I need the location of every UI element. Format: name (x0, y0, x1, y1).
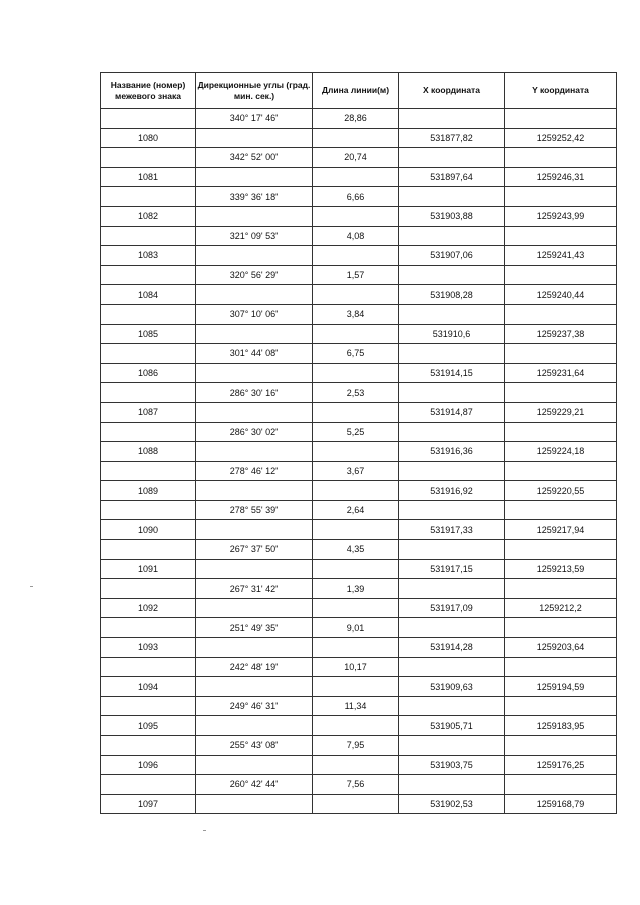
table-row (101, 559, 617, 579)
cell-x-coordinate (399, 148, 505, 168)
cell-line-length (313, 206, 399, 226)
cell-mark-name: 1095 (101, 716, 196, 736)
cell-direction-angle (196, 206, 313, 226)
cell-line-length: 9,01 (313, 618, 399, 638)
table-row (101, 794, 617, 814)
table-row (101, 148, 617, 168)
cell-x-coordinate (399, 187, 505, 207)
cell-direction-angle: 278° 46' 12" (196, 461, 313, 481)
cell-direction-angle (196, 402, 313, 422)
header-mark-name: Название (номер) межевого знака (101, 73, 196, 109)
cell-line-length (313, 559, 399, 579)
cell-mark-name: 1096 (101, 755, 196, 775)
table-row (101, 422, 617, 442)
cell-mark-name (101, 461, 196, 481)
cell-mark-name: 1086 (101, 363, 196, 383)
cell-line-length (313, 246, 399, 266)
table-row (101, 598, 617, 618)
cell-x-coordinate: 531914,28 (399, 638, 505, 658)
cell-line-length (313, 128, 399, 148)
cell-direction-angle (196, 755, 313, 775)
cell-mark-name: 1087 (101, 402, 196, 422)
cell-y-coordinate: 1259237,38 (505, 324, 617, 344)
table-row (101, 775, 617, 795)
cell-line-length: 7,56 (313, 775, 399, 795)
cell-line-length (313, 481, 399, 501)
table-row (101, 696, 617, 716)
cell-mark-name (101, 775, 196, 795)
cell-y-coordinate (505, 304, 617, 324)
cell-y-coordinate (505, 579, 617, 599)
table-row (101, 265, 617, 285)
table-row (101, 461, 617, 481)
cell-x-coordinate: 531916,36 (399, 442, 505, 462)
cell-mark-name: 1092 (101, 598, 196, 618)
cell-direction-angle: 286° 30' 16" (196, 383, 313, 403)
cell-direction-angle (196, 677, 313, 697)
cell-line-length: 7,95 (313, 736, 399, 756)
table-row (101, 304, 617, 324)
table-row (101, 363, 617, 383)
cell-x-coordinate (399, 383, 505, 403)
scan-speck (30, 586, 33, 587)
cell-line-length (313, 167, 399, 187)
cell-y-coordinate: 1259220,55 (505, 481, 617, 501)
cell-x-coordinate: 531902,53 (399, 794, 505, 814)
cell-line-length: 2,53 (313, 383, 399, 403)
cell-direction-angle (196, 559, 313, 579)
table-row (101, 383, 617, 403)
table-row (101, 481, 617, 501)
cell-direction-angle (196, 520, 313, 540)
cell-mark-name: 1083 (101, 246, 196, 266)
cell-y-coordinate (505, 696, 617, 716)
cell-line-length (313, 794, 399, 814)
cell-line-length: 5,25 (313, 422, 399, 442)
header-x-coordinate: X координата (399, 73, 505, 109)
cell-direction-angle (196, 167, 313, 187)
cell-x-coordinate (399, 461, 505, 481)
cell-y-coordinate (505, 540, 617, 560)
cell-line-length: 2,64 (313, 500, 399, 520)
cell-y-coordinate: 1259217,94 (505, 520, 617, 540)
cell-x-coordinate (399, 304, 505, 324)
cell-x-coordinate: 531908,28 (399, 285, 505, 305)
table-row (101, 716, 617, 736)
cell-direction-angle: 286° 30' 02" (196, 422, 313, 442)
cell-mark-name: 1088 (101, 442, 196, 462)
cell-mark-name (101, 265, 196, 285)
cell-direction-angle: 307° 10' 06" (196, 304, 313, 324)
table-row (101, 442, 617, 462)
cell-direction-angle (196, 481, 313, 501)
cell-y-coordinate: 1259231,64 (505, 363, 617, 383)
cell-mark-name (101, 540, 196, 560)
cell-mark-name: 1091 (101, 559, 196, 579)
cell-mark-name (101, 187, 196, 207)
cell-line-length (313, 442, 399, 462)
cell-x-coordinate (399, 657, 505, 677)
cell-y-coordinate (505, 775, 617, 795)
table-row (101, 677, 617, 697)
cell-x-coordinate: 531914,15 (399, 363, 505, 383)
table-row (101, 500, 617, 520)
cell-direction-angle (196, 246, 313, 266)
cell-direction-angle (196, 638, 313, 658)
cell-mark-name (101, 148, 196, 168)
table-body (101, 109, 617, 814)
cell-line-length: 1,57 (313, 265, 399, 285)
header-direction-angle: Дирекционные углы (град. мин. сек.) (196, 73, 313, 109)
cell-y-coordinate (505, 265, 617, 285)
cell-direction-angle: 251° 49' 35" (196, 618, 313, 638)
cell-x-coordinate (399, 618, 505, 638)
table-row (101, 226, 617, 246)
cell-y-coordinate (505, 383, 617, 403)
cell-direction-angle (196, 324, 313, 344)
table-row (101, 128, 617, 148)
cell-y-coordinate: 1259241,43 (505, 246, 617, 266)
cell-direction-angle: 255° 43' 08" (196, 736, 313, 756)
cell-mark-name (101, 344, 196, 364)
cell-direction-angle: 249° 46' 31" (196, 696, 313, 716)
cell-x-coordinate: 531914,87 (399, 402, 505, 422)
cell-x-coordinate (399, 736, 505, 756)
cell-x-coordinate: 531910,6 (399, 324, 505, 344)
cell-y-coordinate (505, 618, 617, 638)
table-row (101, 187, 617, 207)
cell-y-coordinate (505, 461, 617, 481)
cell-x-coordinate: 531877,82 (399, 128, 505, 148)
cell-mark-name (101, 736, 196, 756)
cell-x-coordinate: 531909,63 (399, 677, 505, 697)
cell-x-coordinate: 531917,15 (399, 559, 505, 579)
cell-mark-name: 1093 (101, 638, 196, 658)
cell-mark-name: 1081 (101, 167, 196, 187)
table-row (101, 167, 617, 187)
cell-x-coordinate: 531897,64 (399, 167, 505, 187)
header-y-coordinate: Y координата (505, 73, 617, 109)
cell-y-coordinate: 1259246,31 (505, 167, 617, 187)
cell-direction-angle: 320° 56' 29" (196, 265, 313, 285)
cell-direction-angle (196, 598, 313, 618)
cell-y-coordinate: 1259224,18 (505, 442, 617, 462)
cell-mark-name: 1082 (101, 206, 196, 226)
cell-x-coordinate (399, 265, 505, 285)
table-row (101, 285, 617, 305)
cell-line-length: 11,34 (313, 696, 399, 716)
cell-mark-name (101, 500, 196, 520)
cell-mark-name (101, 422, 196, 442)
table-row (101, 206, 617, 226)
table-row (101, 246, 617, 266)
cell-x-coordinate (399, 109, 505, 129)
cell-mark-name: 1094 (101, 677, 196, 697)
cell-x-coordinate (399, 422, 505, 442)
table-header-row (101, 73, 617, 109)
cell-x-coordinate (399, 775, 505, 795)
cell-mark-name (101, 696, 196, 716)
cell-y-coordinate: 1259203,64 (505, 638, 617, 658)
cell-y-coordinate: 1259212,2 (505, 598, 617, 618)
cell-x-coordinate: 531917,33 (399, 520, 505, 540)
cell-mark-name: 1097 (101, 794, 196, 814)
cell-y-coordinate (505, 109, 617, 129)
cell-x-coordinate: 531905,71 (399, 716, 505, 736)
cell-direction-angle: 321° 09' 53" (196, 226, 313, 246)
cell-y-coordinate (505, 226, 617, 246)
table-row (101, 344, 617, 364)
cell-direction-angle: 342° 52' 00" (196, 148, 313, 168)
cell-y-coordinate (505, 736, 617, 756)
table-row (101, 657, 617, 677)
cell-line-length (313, 638, 399, 658)
cell-y-coordinate: 1259240,44 (505, 285, 617, 305)
cell-y-coordinate (505, 187, 617, 207)
cell-line-length: 10,17 (313, 657, 399, 677)
table-row (101, 402, 617, 422)
cell-y-coordinate (505, 344, 617, 364)
cell-y-coordinate: 1259168,79 (505, 794, 617, 814)
cell-line-length: 4,08 (313, 226, 399, 246)
cell-x-coordinate (399, 579, 505, 599)
cell-line-length (313, 598, 399, 618)
scan-speck (203, 830, 206, 831)
cell-mark-name: 1090 (101, 520, 196, 540)
cell-line-length (313, 677, 399, 697)
cell-direction-angle (196, 363, 313, 383)
cell-direction-angle: 301° 44' 08" (196, 344, 313, 364)
table-row (101, 638, 617, 658)
cell-mark-name (101, 109, 196, 129)
cell-line-length: 6,66 (313, 187, 399, 207)
cell-mark-name: 1089 (101, 481, 196, 501)
cell-direction-angle (196, 794, 313, 814)
cell-line-length (313, 363, 399, 383)
cell-x-coordinate: 531916,92 (399, 481, 505, 501)
table-row (101, 540, 617, 560)
cell-x-coordinate (399, 344, 505, 364)
cell-line-length: 6,75 (313, 344, 399, 364)
table-row (101, 618, 617, 638)
cell-mark-name: 1085 (101, 324, 196, 344)
cell-line-length (313, 324, 399, 344)
cell-mark-name (101, 579, 196, 599)
cell-line-length (313, 716, 399, 736)
cell-x-coordinate: 531917,09 (399, 598, 505, 618)
cell-mark-name (101, 304, 196, 324)
table-row (101, 579, 617, 599)
cell-direction-angle: 340° 17' 46" (196, 109, 313, 129)
cell-direction-angle (196, 285, 313, 305)
cell-direction-angle: 339° 36' 18" (196, 187, 313, 207)
cell-mark-name (101, 657, 196, 677)
cell-direction-angle: 278° 55' 39" (196, 500, 313, 520)
cell-y-coordinate: 1259252,42 (505, 128, 617, 148)
table-row (101, 324, 617, 344)
cell-y-coordinate (505, 422, 617, 442)
cell-y-coordinate: 1259176,25 (505, 755, 617, 775)
cell-mark-name (101, 226, 196, 246)
cell-direction-angle: 242° 48' 19" (196, 657, 313, 677)
cell-y-coordinate: 1259194,59 (505, 677, 617, 697)
cell-x-coordinate (399, 540, 505, 560)
cell-y-coordinate (505, 500, 617, 520)
cell-y-coordinate (505, 148, 617, 168)
table-row (101, 109, 617, 129)
cell-mark-name: 1084 (101, 285, 196, 305)
cell-direction-angle (196, 128, 313, 148)
cell-mark-name (101, 618, 196, 638)
cell-x-coordinate: 531903,75 (399, 755, 505, 775)
cell-line-length (313, 402, 399, 422)
cell-y-coordinate: 1259229,21 (505, 402, 617, 422)
cell-direction-angle: 267° 37' 50" (196, 540, 313, 560)
cell-direction-angle: 260° 42' 44" (196, 775, 313, 795)
cell-direction-angle: 267° 31' 42" (196, 579, 313, 599)
cell-x-coordinate (399, 696, 505, 716)
cell-x-coordinate: 531907,06 (399, 246, 505, 266)
cell-line-length (313, 285, 399, 305)
cell-line-length: 4,35 (313, 540, 399, 560)
cell-mark-name: 1080 (101, 128, 196, 148)
cell-x-coordinate: 531903,88 (399, 206, 505, 226)
cell-y-coordinate: 1259213,59 (505, 559, 617, 579)
cell-line-length: 20,74 (313, 148, 399, 168)
cell-line-length: 28,86 (313, 109, 399, 129)
cell-direction-angle (196, 716, 313, 736)
cell-mark-name (101, 383, 196, 403)
cell-direction-angle (196, 442, 313, 462)
boundary-marks-table (100, 72, 617, 814)
table-row (101, 755, 617, 775)
cell-y-coordinate: 1259183,95 (505, 716, 617, 736)
table-row (101, 520, 617, 540)
cell-line-length: 1,39 (313, 579, 399, 599)
cell-line-length (313, 755, 399, 775)
table-row (101, 736, 617, 756)
header-line-length: Длина линии(м) (313, 73, 399, 109)
cell-y-coordinate: 1259243,99 (505, 206, 617, 226)
cell-x-coordinate (399, 226, 505, 246)
cell-line-length: 3,84 (313, 304, 399, 324)
cell-x-coordinate (399, 500, 505, 520)
cell-line-length: 3,67 (313, 461, 399, 481)
cell-line-length (313, 520, 399, 540)
cell-y-coordinate (505, 657, 617, 677)
